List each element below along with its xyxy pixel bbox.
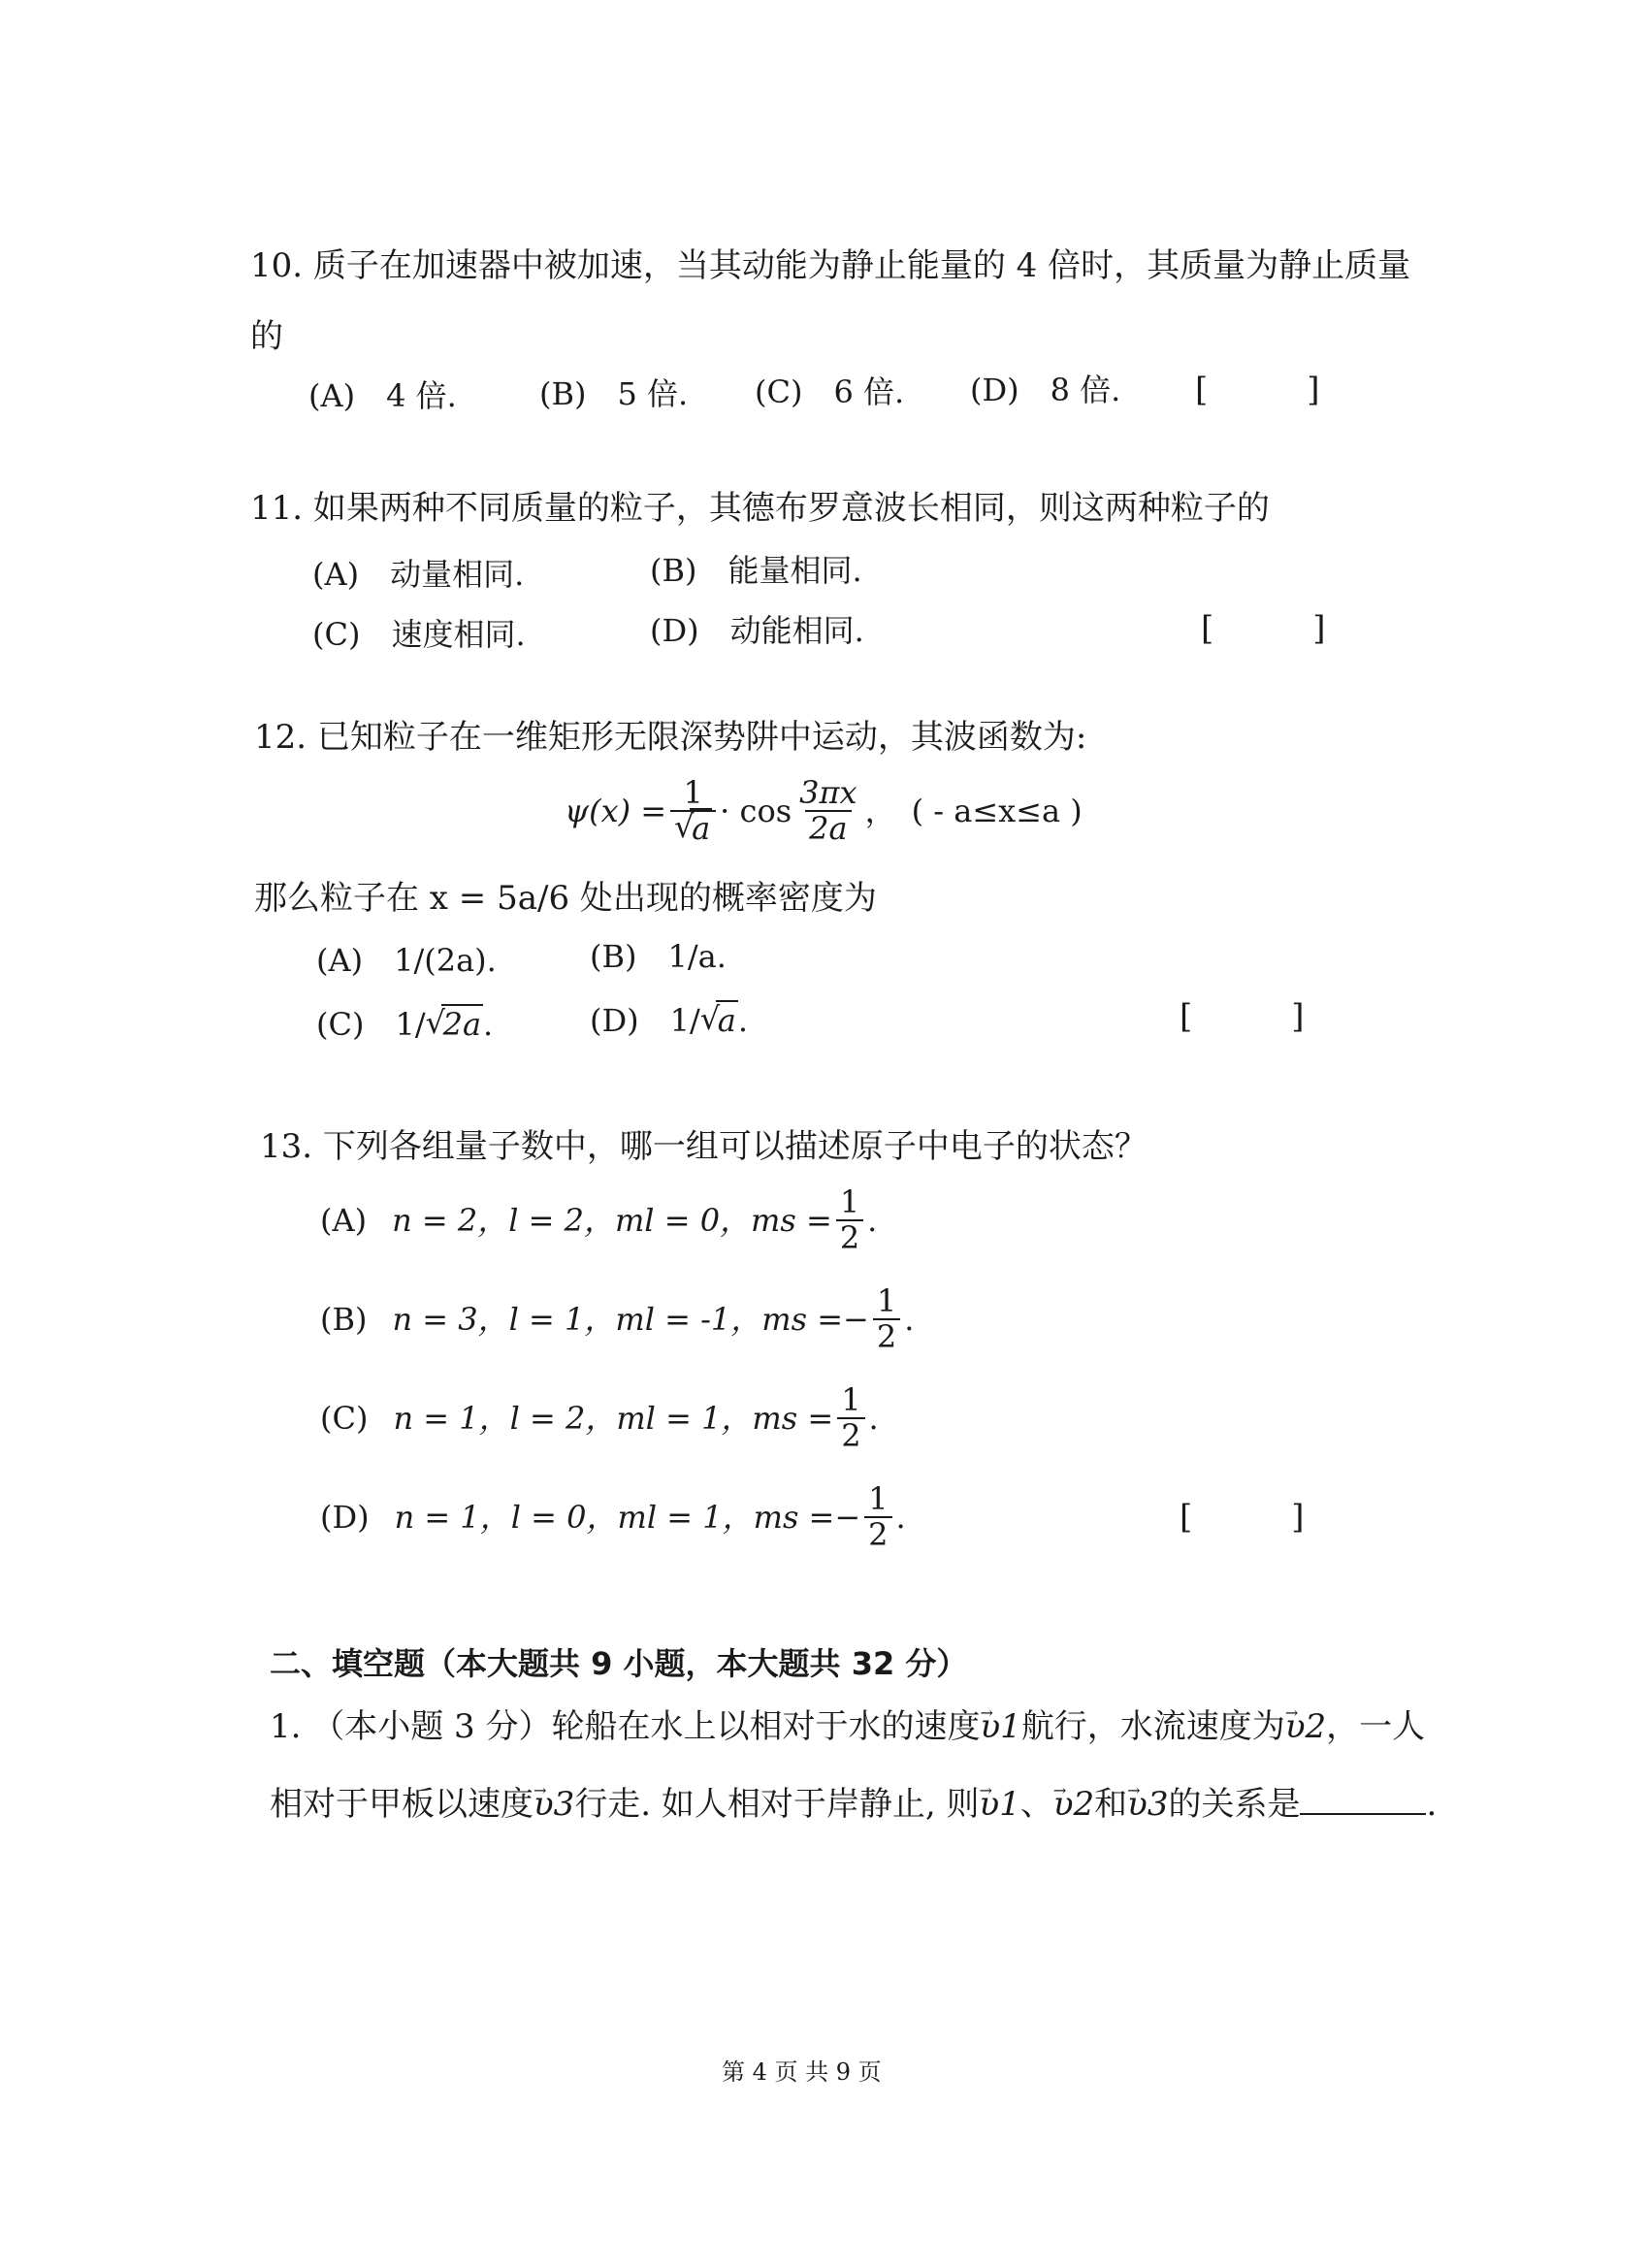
q10-option-d: (D) 8 倍. bbox=[970, 372, 1121, 408]
q12-wavefunction-formula bbox=[565, 776, 1083, 846]
section-heading: 二、填空题（本大题共 9 小题，本大题共 32 分） bbox=[270, 1645, 968, 1682]
q12-answer-bracket: [ ] bbox=[1180, 997, 1305, 1036]
sqrt-symbol: √ 2a bbox=[426, 1003, 483, 1046]
q12-formula-frac2-num: 3πx bbox=[799, 774, 857, 811]
q12-formula-cos: · cos bbox=[720, 793, 792, 830]
q11-option-b: (B) 能量相同. bbox=[650, 552, 862, 589]
q13-option-b: (B) n = 3，l = 1，ml = -1，ms = − $\frac{1}{2}$ . bbox=[320, 1282, 915, 1356]
q12-formula-fraction-2 bbox=[795, 776, 860, 846]
velocity-v2: → υ2 bbox=[1285, 1707, 1326, 1746]
q12-option-a: (A) 1/(2a). bbox=[316, 942, 497, 979]
q12-option-c: (C) 1/√ 2a. bbox=[316, 1003, 493, 1046]
q12-formula-lhs: ψ(x) = bbox=[565, 793, 667, 830]
q11-option-c: (C) 速度相同. bbox=[312, 616, 526, 653]
fill-q1-line1: 1. （本小题 3 分）轮船在水上以相对于水的速度→ υ1航行，水流速度为→ υ2，一人 bbox=[270, 1705, 1425, 1748]
q12-formula-frac2-den: 2a bbox=[805, 810, 851, 846]
fill-q1-line2: 相对于甲板以速度→ υ3行走. 如人相对于岸静止, 则→ υ1、→ υ2和→ υ3的关系是 . bbox=[270, 1783, 1437, 1826]
q12-formula-frac1-den bbox=[670, 810, 716, 846]
q10-option-c: (C) 6 倍. bbox=[755, 373, 905, 410]
q12-option-d-prefix: (D) 1/ bbox=[590, 1002, 700, 1039]
q13-option-a: (A) n = 2，l = 2，ml = 0，ms = $\frac{1}{2}$ . bbox=[320, 1183, 878, 1257]
answer-blank[interactable] bbox=[1300, 1784, 1426, 1815]
q10-stem-line1: 10. 质子在加速器中被加速，当其动能为静止能量的 4 倍时，其质量为静止质量 bbox=[250, 246, 1411, 285]
q10-option-b: (B) 5 倍. bbox=[539, 375, 689, 412]
q13-option-d: (D) n = 1，l = 0，ml = 1，ms = − $\frac{1}{2}$ . bbox=[320, 1480, 906, 1554]
q12-formula-frac1-num: 1 bbox=[683, 774, 703, 811]
q12-formula-fraction-1 bbox=[670, 776, 716, 846]
q12-option-c-prefix: (C) 1/ bbox=[316, 1006, 426, 1043]
q12-stem: 12. 已知粒子在一维矩形无限深势阱中运动，其波函数为: bbox=[254, 718, 1087, 757]
q11-option-a: (A) 动量相同. bbox=[312, 556, 525, 593]
q13-option-c: (C) n = 1，l = 2，ml = 1，ms = $\frac{1}{2}$ . bbox=[320, 1381, 879, 1455]
q11-option-d: (D) 动能相同. bbox=[650, 612, 864, 649]
q12-question-line: 那么粒子在 x = 5a/6 处出现的概率密度为 bbox=[254, 879, 877, 918]
velocity-v1: → υ1 bbox=[981, 1707, 1021, 1746]
q10-option-a: (A) 4 倍. bbox=[308, 377, 457, 414]
q12-formula-range: ， ( - a≤x≤a ) bbox=[864, 793, 1083, 830]
page-number-footer: 第 4 页 共 9 页 bbox=[722, 2058, 882, 2086]
q13-stem: 13. 下列各组量子数中，哪一组可以描述原子中电子的状态？ bbox=[260, 1127, 1148, 1166]
velocity-v3: → υ3 bbox=[534, 1785, 574, 1824]
q10-stem-line2: 的 bbox=[250, 317, 283, 356]
q13-answer-bracket: [ ] bbox=[1180, 1498, 1305, 1537]
q10-answer-bracket: [ ] bbox=[1195, 371, 1320, 409]
sqrt-symbol: √ a bbox=[674, 812, 712, 846]
q12-option-d: (D) 1/√ a. bbox=[590, 999, 748, 1042]
q11-answer-bracket: [ ] bbox=[1201, 609, 1326, 648]
q11-stem: 11. 如果两种不同质量的粒子，其德布罗意波长相同，则这两种粒子的 bbox=[250, 489, 1270, 528]
sqrt-symbol: √ a bbox=[700, 999, 738, 1042]
q12-option-b: (B) 1/a. bbox=[590, 938, 727, 975]
